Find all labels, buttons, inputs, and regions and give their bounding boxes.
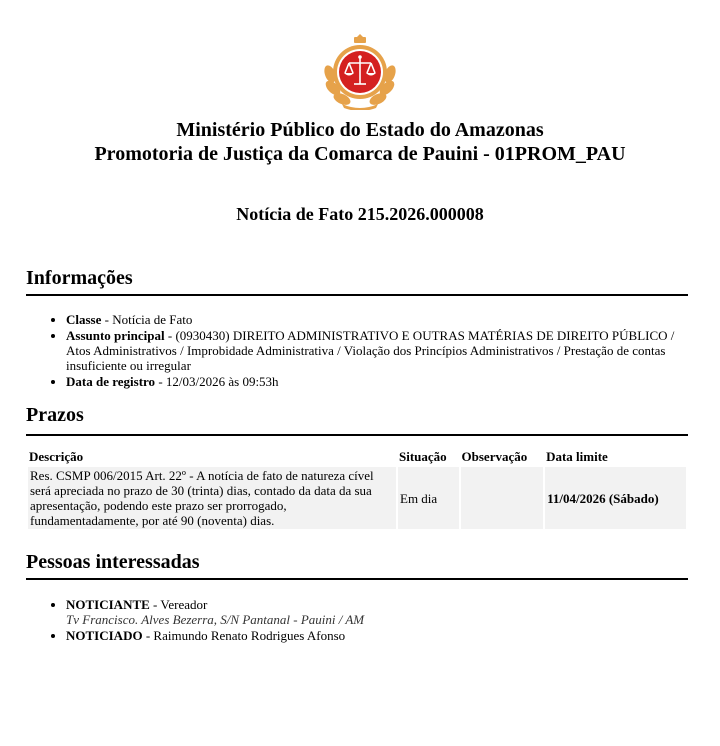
assunto-value: - (0930430) DIREITO ADMINISTRATIVO E OUTRAS MATÉRIAS DE DIREITO PÚBLICO / Atos Administrativos / Improbidade Administrativa / Violação dos Princípios Administrativos / Prestação de contas insuficiente ou irregular [66, 328, 675, 373]
section-divider [26, 294, 688, 296]
noticiante-role: NOTICIANTE [66, 597, 150, 612]
list-item-registro [66, 374, 696, 389]
prazos-table [26, 446, 688, 531]
column-header-observacao: Observação [461, 449, 528, 464]
noticiante-address: Tv Francisco. Alves Bezerra, S/N Pantanal - Pauini / AM [66, 612, 365, 627]
section-heading-informacoes: Informações [26, 267, 133, 289]
classe-value: - Notícia de Fato [101, 312, 193, 327]
office-name: Promotoria de Justiça da Comarca de Pauini - 01PROM_PAU [94, 143, 626, 165]
cell-data-limite: 11/04/2026 (Sábado) [545, 467, 686, 529]
noticiante-name: - Vereador [149, 597, 208, 612]
assunto-label: Assunto principal [66, 328, 165, 343]
cell-descricao: Res. CSMP 006/2015 Art. 22º - A notícia de fato de natureza cível será apreciada no prazo de 30 (trinta) dias, contado da data da sua apresentação, podendo este prazo ser prorrogado, fundamentadamente, por até 90 (noventa) dias. [28, 467, 396, 529]
column-header-descricao: Descrição [29, 449, 84, 464]
list-item-noticiado [66, 628, 696, 643]
noticiado-name: - Raimundo Renato Rodrigues Afonso [142, 628, 346, 643]
section-divider [26, 434, 688, 436]
cell-situacao: Em dia [398, 467, 459, 529]
section-heading-prazos: Prazos [26, 404, 84, 426]
section-divider [26, 578, 688, 580]
table-row [28, 467, 686, 529]
cell-observacao [461, 467, 544, 529]
classe-label: Classe [66, 312, 102, 327]
pessoas-list [26, 597, 696, 644]
informacoes-list [26, 312, 696, 390]
ministerio-publico-seal-icon [322, 34, 398, 110]
column-header-situacao: Situação [399, 449, 447, 464]
institution-name: Ministério Público do Estado do Amazonas [176, 119, 544, 141]
section-heading-pessoas: Pessoas interessadas [26, 551, 200, 573]
column-header-data-limite: Data limite [546, 449, 608, 464]
noticiado-role: NOTICIADO [66, 628, 143, 643]
registro-value: - 12/03/2026 às 09:53h [155, 374, 279, 389]
registro-label: Data de registro [66, 374, 156, 389]
list-item-classe [66, 312, 696, 327]
list-item-noticiante [66, 597, 696, 627]
list-item-assunto [66, 328, 696, 373]
document-title: Notícia de Fato 215.2026.000008 [236, 204, 484, 224]
table-header-row [28, 448, 686, 465]
